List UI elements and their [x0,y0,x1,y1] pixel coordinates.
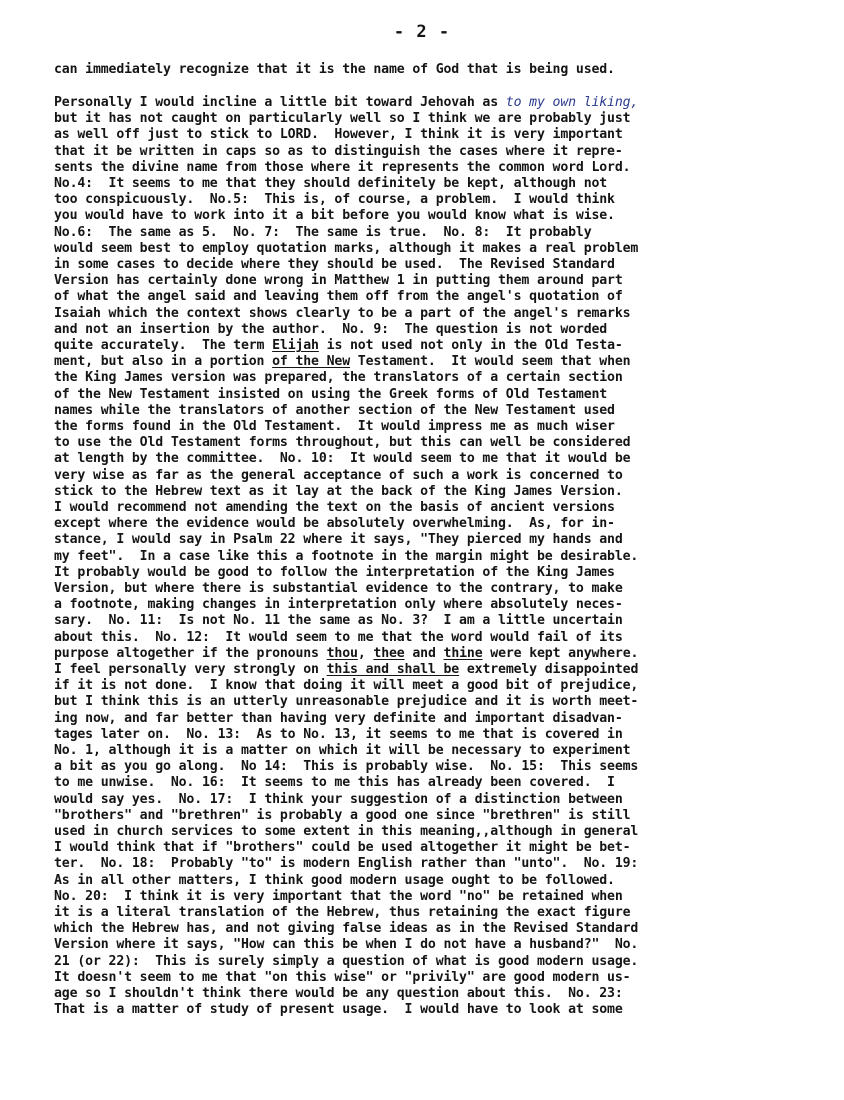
text-line [54,646,834,662]
text-run: , [357,645,374,661]
text-run: stick to the Hebrew text as it lay at the back of the King James Version. [54,483,623,499]
text-run: you would have to work into it a bit before you would know what is wise. [54,208,615,224]
text-line [54,986,834,1002]
text-line [54,127,834,143]
text-run: would seem best to employ quotation marks, although it makes a real problem [54,240,639,256]
text-run: I would recommend not amending the text on the basis of ancient versions [54,500,615,515]
text-line [54,419,834,435]
text-run: It doesn't seem to me that "on this wise" or "privily" are good modern us- [54,969,631,985]
text-run: It probably would be good to follow the interpretation of the King James [54,564,615,580]
text-run: which the Hebrew has, and not giving false ideas as in the Revised Standard [54,921,639,937]
text-run: if it is not done. I know that doing it will meet a good bit of prejudice, [54,678,639,694]
underlined-text: of the New [272,354,351,370]
text-line [54,192,834,208]
text-line [54,970,834,986]
text-line [54,743,834,759]
text-run: Isaiah which the context shows clearly to be a part of the angel's remarks [54,305,631,321]
text-run: to me unwise. No. 16: It seems to me this has already been covered. I [54,775,615,791]
text-run: used in church services to some extent in this meaning,,although in general [54,824,639,839]
text-run: tages later on. No. 13: As to No. 13, it seems to me that is covered in [54,726,623,742]
text-line [54,824,834,840]
text-run: age so I shouldn't think there would be any question about this. No. 23: [54,986,623,1001]
text-run: very wise as far as the general acceptance of such a work is concerned to [54,467,623,483]
text-line [54,840,834,856]
text-line [54,435,834,451]
text-run: to use the Old Testament forms throughout, but this can well be considered [54,435,631,451]
text-line [54,468,834,484]
text-run: of the New Testament insisted on using the Greek forms of Old Testament [54,386,608,402]
text-run: As in all other matters, I think good modern usage ought to be followed. [54,872,615,888]
text-line [54,354,834,370]
text-run: That is a matter of study of present usage. I would have to look at some [54,1002,623,1018]
text-line [54,387,834,403]
text-line [54,451,834,467]
text-line [54,581,834,597]
text-run: 21 (or 22): This is surely simply a question of what is good modern usage. [54,953,639,969]
underlined-text: thee [373,645,405,661]
text-line [54,775,834,791]
text-run: the forms found in the Old Testament. It would impress me as much wiser [54,419,615,434]
text-line [54,954,834,970]
text-line [54,225,834,241]
text-run: No. 20: I think it is very important that the word "no" be retained when [54,888,623,904]
page-number: - 2 - [393,22,451,42]
text-run: ment, but also in a portion [54,354,273,370]
text-line [54,727,834,743]
text-line [54,273,834,289]
text-line [54,630,834,646]
underlined-text: thou [326,645,358,661]
text-run: as well off just to stick to LORD. However, I think it is very important [54,127,623,143]
text-run: "brothers" and "brethren" is probably a good one since "brethren" is still [54,807,631,823]
text-run: I would think that if "brothers" could be used altogether it might be bet- [54,840,631,856]
text-run: it is a literal translation of the Hebrew, thus retaining the exact figure [54,905,631,920]
text-line [54,111,834,127]
text-line [54,306,834,322]
text-run: a footnote, making changes in interpretation only where absolutely neces- [54,597,623,613]
text-line [54,889,834,905]
text-run: my feet". In a case like this a footnote in the margin might be desirable. [54,548,639,564]
text-line [54,532,834,548]
text-line [54,95,834,111]
text-line [54,873,834,889]
text-line [54,759,834,775]
text-line [54,1002,834,1018]
text-run: extremely disappointed [459,662,639,677]
text-line [54,792,834,808]
text-run: No.4: It seems to me that they should definitely be kept, although not [54,176,608,191]
text-run: Personally I would incline a little bit toward Jehovah as [54,95,506,110]
text-run: would say yes. No. 17: I think your suggestion of a distinction between [54,791,623,807]
text-run: in some cases to decide where they should be used. The Revised Standard [54,257,615,272]
text-run: purpose altogether if the pronouns [54,645,327,661]
text-run: a bit as you go along. No 14: This is probably wise. No. 15: This seems [54,759,639,775]
text-line [54,484,834,500]
text-run: sary. No. 11: Is not No. 11 the same as No. 3? I am a little uncertain [54,613,623,629]
text-run: names while the translators of another section of the New Testament used [54,402,615,418]
text-line [54,257,834,273]
text-run: I feel personally very strongly on [54,662,327,677]
text-run: Version where it says, "How can this be when I do not have a husband?" No. [54,937,639,953]
text-run: is not used not only in the Old Testa- [318,338,623,353]
text-line [54,597,834,613]
text-line [54,289,834,305]
underlined-text: Elijah [272,338,319,353]
text-line [54,711,834,727]
text-run: and [404,645,444,661]
text-line [54,370,834,386]
text-run: about this. No. 12: It would seem to me that the word would fail of its [54,629,623,645]
text-run: were kept anywhere. [482,645,639,661]
text-line [54,694,834,710]
text-run: but I think this is an utterly unreasonable prejudice and it is worth meet- [54,694,639,710]
text-run: and not an insertion by the author. No. 9: The question is not worded [54,321,608,337]
text-run: ing now, and far better than having very definite and important disadvan- [54,710,623,726]
text-run: quite accurately. The term [54,338,273,353]
text-line [54,208,834,224]
text-run: Testament. It would seem that when [350,354,631,370]
text-line [54,403,834,419]
text-run: ter. No. 18: Probably "to" is modern English rather than "unto". No. 19: [54,856,639,872]
text-line [54,322,834,338]
handwritten-insertion: to my own liking, [505,95,639,110]
underlined-text: this and shall be [326,662,460,677]
text-run: except where the evidence would be absolutely overwhelming. As, for in- [54,516,615,532]
text-line [54,516,834,532]
text-line [54,613,834,629]
text-run: No.6: The same as 5. No. 7: The same is true. No. 8: It probably [54,224,592,240]
text-run: of what the angel said and leaving them off from the angel's quotation of [54,289,623,305]
text-run: that it be written in caps so as to distinguish the cases where it repre- [54,143,623,159]
text-run: sents the divine name from those where it represents the common word Lord. [54,159,631,175]
text-run: stance, I would say in Psalm 22 where it says, "They pierced my hands and [54,532,623,548]
text-line [54,500,834,516]
text-run: Version has certainly done wrong in Matthew 1 in putting them around part [54,273,623,289]
text-line [54,678,834,694]
text-line [54,937,834,953]
text-line [54,856,834,872]
text-line [54,565,834,581]
text-line [54,921,834,937]
text-line [54,549,834,565]
text-run: Version, but where there is substantial evidence to the contrary, to make [54,581,623,596]
first-line: can immediately recognize that it is the name of God that is being used. [54,62,615,77]
text-line [54,808,834,824]
underlined-text: thine [443,645,483,661]
text-line [54,160,834,176]
text-line [54,144,834,160]
text-run: but it has not caught on particularly well so I think we are probably just [54,111,631,127]
text-run: at length by the committee. No. 10: It would seem to me that it would be [54,451,631,467]
text-line [54,176,834,192]
text-line [54,662,834,678]
text-run: the King James version was prepared, the translators of a certain section [54,370,623,386]
text-run: too conspicuously. No.5: This is, of course, a problem. I would think [54,192,615,208]
text-run: No. 1, although it is a matter on which it will be necessary to experiment [54,743,631,758]
text-line [54,241,834,257]
text-line [54,905,834,921]
text-line [54,338,834,354]
